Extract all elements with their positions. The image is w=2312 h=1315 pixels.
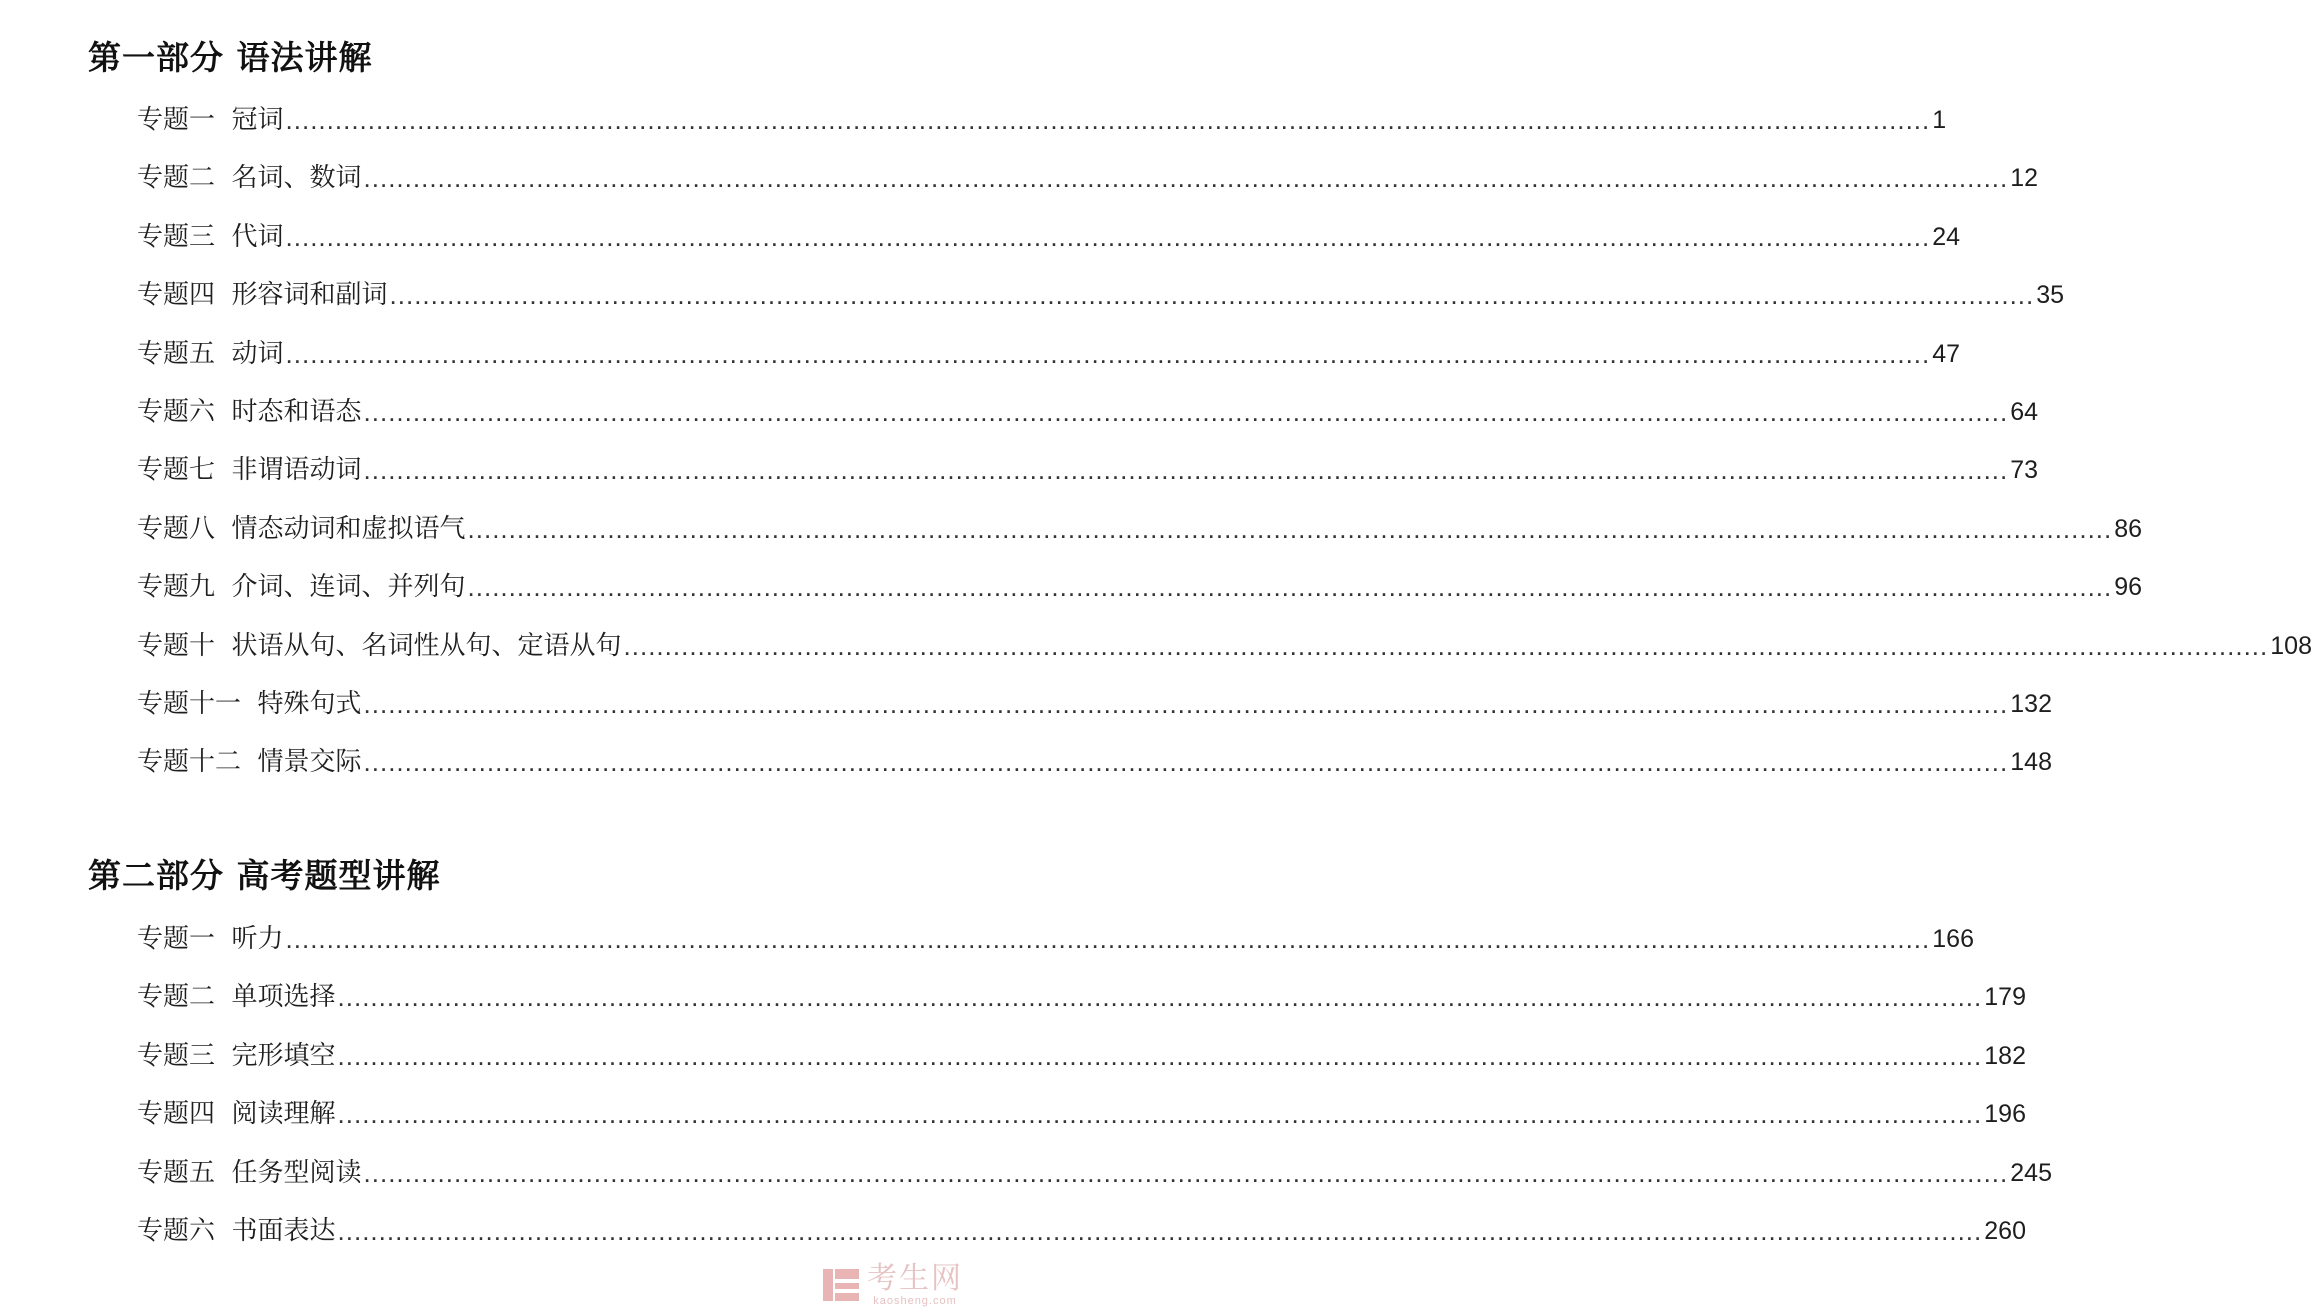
toc-entry-label: 专题四 阅读理解 <box>137 1099 336 1130</box>
toc-page-number: 47 <box>1932 339 1961 368</box>
toc-dot-leader: ........................................................................................................................................................................................................ <box>285 924 1931 954</box>
toc-dot-leader: ........................................................................................................................................................................................................ <box>623 630 2269 661</box>
toc-entry <box>137 973 2026 1013</box>
toc-page-number: 179 <box>1984 983 2026 1012</box>
toc-dot-leader: ........................................................................................................................................................................................................ <box>285 338 1931 369</box>
toc-page-number: 1 <box>1932 106 1947 134</box>
toc-dot-leader: ........................................................................................................................................................................................................ <box>467 572 2113 603</box>
toc-entry-label: 专题九 介词、连词、并列句 <box>137 572 466 603</box>
toc-entry <box>137 446 2039 486</box>
toc-entry-label: 专题二 名词、数词 <box>137 163 362 194</box>
toc-entry <box>137 213 1961 253</box>
toc-entry-label: 专题三 完形填空 <box>137 1040 336 1071</box>
toc-entry <box>137 388 2039 428</box>
toc-entry-label: 专题八 情态动词和虚拟语气 <box>137 513 466 544</box>
part-title: 第一部分 语法讲解 <box>88 38 373 77</box>
toc-entry <box>137 563 2143 603</box>
toc-dot-leader: ........................................................................................................................................................................................................ <box>389 280 2035 311</box>
toc-page-number: 108 <box>2270 631 2312 660</box>
toc-entry-label: 专题一 冠词 <box>137 105 284 135</box>
toc-entry <box>137 505 2143 545</box>
toc-page-number: 132 <box>2010 690 2052 718</box>
toc-entry <box>137 738 2052 778</box>
toc-dot-leader: ........................................................................................................................................................................................................ <box>363 455 2009 486</box>
toc-entry-label: 专题十一 特殊句式 <box>137 689 362 719</box>
toc-dot-leader: ........................................................................................................................................................................................................ <box>337 1099 1983 1130</box>
toc-entry-label: 专题十 状语从句、名词性从句、定语从句 <box>137 630 622 661</box>
toc-dot-leader: ........................................................................................................................................................................................................ <box>337 982 1983 1013</box>
toc-dot-leader: ........................................................................................................................................................................................................ <box>363 397 2009 427</box>
toc-entry <box>137 622 2312 662</box>
toc-entry-label: 专题四 形容词和副词 <box>137 280 388 311</box>
toc-page-number: 260 <box>1984 1217 2026 1245</box>
watermark <box>821 1263 963 1307</box>
toc-page-number: 196 <box>1984 1100 2026 1129</box>
watermark-site-url: kaosheng.com <box>873 1295 957 1307</box>
toc-dot-leader: ........................................................................................................................................................................................................ <box>337 1040 1983 1071</box>
toc-entry <box>137 1207 2026 1247</box>
toc-entry <box>137 915 1974 955</box>
toc-dot-leader: ........................................................................................................................................................................................................ <box>285 105 1931 135</box>
toc-entry-label: 专题十二 情景交际 <box>137 747 362 778</box>
toc-entry-label: 专题一 听力 <box>137 924 284 954</box>
toc-entry-label: 专题二 单项选择 <box>137 982 336 1013</box>
toc-page-number: 182 <box>1984 1041 2026 1070</box>
toc-entry <box>137 154 2039 194</box>
toc-page-number: 245 <box>2010 1158 2052 1187</box>
toc-page-number: 96 <box>2114 573 2143 602</box>
toc-entry <box>137 330 1961 370</box>
toc-entry <box>137 1149 2052 1189</box>
toc-entry <box>137 1090 2026 1130</box>
toc-page-number: 86 <box>2114 514 2143 543</box>
toc-dot-leader: ........................................................................................................................................................................................................ <box>363 689 2009 719</box>
toc-page-number: 12 <box>2010 164 2039 193</box>
toc-entry-label: 专题三 代词 <box>137 221 284 252</box>
part-title: 第二部分 高考题型讲解 <box>88 856 441 895</box>
toc-entry-label: 专题五 任务型阅读 <box>137 1157 362 1188</box>
toc-entry-label: 专题六 书面表达 <box>137 1216 336 1246</box>
toc-entry <box>137 271 2065 311</box>
toc-entry-label: 专题六 时态和语态 <box>137 397 362 427</box>
toc-dot-leader: ........................................................................................................................................................................................................ <box>363 163 2009 194</box>
toc-page-number: 35 <box>2036 281 2065 310</box>
toc-page-number: 148 <box>2010 748 2052 777</box>
toc-entry-label: 专题七 非谓语动词 <box>137 455 362 486</box>
toc-page-number: 166 <box>1932 925 1974 953</box>
toc-entry <box>137 680 2052 720</box>
toc-entry <box>137 1032 2026 1072</box>
toc-dot-leader: ........................................................................................................................................................................................................ <box>363 747 2009 778</box>
site-logo-icon <box>821 1265 861 1305</box>
toc-page-number: 73 <box>2010 456 2039 485</box>
toc-entry-label: 专题五 动词 <box>137 338 284 369</box>
watermark-site-name: 考生网 <box>867 1261 963 1296</box>
toc-dot-leader: ........................................................................................................................................................................................................ <box>363 1157 2009 1188</box>
toc-dot-leader: ........................................................................................................................................................................................................ <box>285 221 1931 252</box>
toc-page-number: 24 <box>1932 222 1961 251</box>
toc-dot-leader: ........................................................................................................................................................................................................ <box>467 513 2113 544</box>
toc-page-number: 64 <box>2010 398 2039 426</box>
toc-entry <box>137 96 1947 136</box>
toc-dot-leader: ........................................................................................................................................................................................................ <box>337 1216 1983 1246</box>
